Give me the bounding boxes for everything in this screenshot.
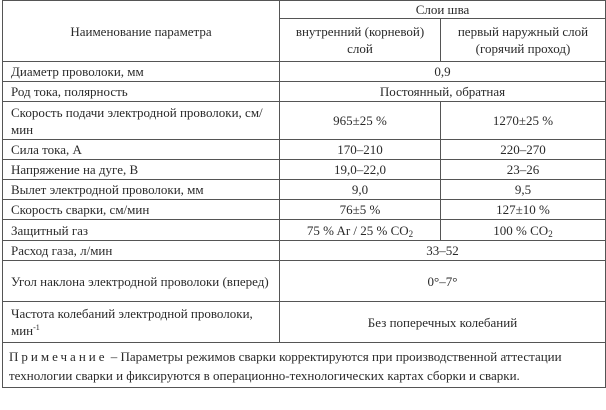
row-value-inner: 9,0 (280, 180, 441, 200)
table-row (3, 261, 606, 302)
header-row (3, 1, 606, 19)
row-value-inner: 170–210 (280, 140, 441, 160)
row-value-inner: 76±5 % (280, 200, 441, 220)
row-label: Диаметр проволоки, мм (3, 62, 280, 82)
header-param-name: Наименование параметра (3, 1, 280, 62)
row-value: 0°–7° (280, 261, 606, 302)
gas-subscript: 2 (408, 228, 414, 239)
oscillation-label-sup: -1 (33, 323, 40, 332)
row-value-outer: 23–26 (441, 160, 606, 180)
table-row (3, 302, 606, 343)
header-inner-layer: внутренний (корневой) слой (280, 19, 441, 62)
welding-parameters-table (2, 0, 606, 388)
table-row (3, 160, 606, 180)
row-value-outer (441, 220, 606, 241)
table-row (3, 180, 606, 200)
gas-subscript: 2 (548, 228, 553, 239)
gas-mix-text: 100 % CO (493, 222, 549, 238)
row-value: Без поперечных колебаний (280, 302, 606, 343)
row-value-outer: 9,5 (441, 180, 606, 200)
row-label: Угол наклона электродной проволоки (вперед) (3, 261, 280, 302)
table-row (3, 220, 606, 241)
header-outer-layer: первый наружный слой (горячий проход) (441, 19, 606, 62)
table-row (3, 82, 606, 102)
oscillation-label-text: Частота колебаний электродной проволоки, мин (11, 306, 253, 338)
row-value: 0,9 (280, 62, 606, 82)
row-value-outer: 1270±25 % (441, 102, 606, 140)
row-label (3, 302, 280, 343)
row-label: Скорость сварки, см/мин (3, 200, 280, 220)
row-label: Напряжение на дуге, В (3, 160, 280, 180)
note-cell (3, 343, 606, 388)
table-row (3, 200, 606, 220)
row-label: Вылет электродной проволоки, мм (3, 180, 280, 200)
table-row (3, 102, 606, 140)
note-row (3, 343, 606, 388)
row-value-inner: 19,0–22,0 (280, 160, 441, 180)
table-row (3, 241, 606, 261)
row-value: Постоянный, обратная (280, 82, 606, 102)
table-row (3, 62, 606, 82)
row-label: Расход газа, л/мин (3, 241, 280, 261)
row-label: Защитный газ (3, 220, 280, 241)
row-label: Род тока, полярность (3, 82, 280, 102)
row-value-outer: 220–270 (441, 140, 606, 160)
row-label: Сила тока, А (3, 140, 280, 160)
row-value-inner: 965±25 % (280, 102, 441, 140)
note-prefix: Примечание (9, 349, 108, 364)
table-row (3, 140, 606, 160)
note-text: – Параметры режимов сварки корректируются при производственной аттестации технологии сварки и фиксируются в операционно-технологических картах сборки и сварки. (9, 349, 562, 383)
header-layers: Слои шва (280, 1, 606, 19)
gas-mix-text: 75 % Ar / 25 % CO (306, 222, 409, 238)
row-value-inner (280, 220, 441, 241)
row-label: Скорость подачи электродной проволоки, см/мин (3, 102, 280, 140)
row-value-outer: 127±10 % (441, 200, 606, 220)
row-value: 33–52 (280, 241, 606, 261)
